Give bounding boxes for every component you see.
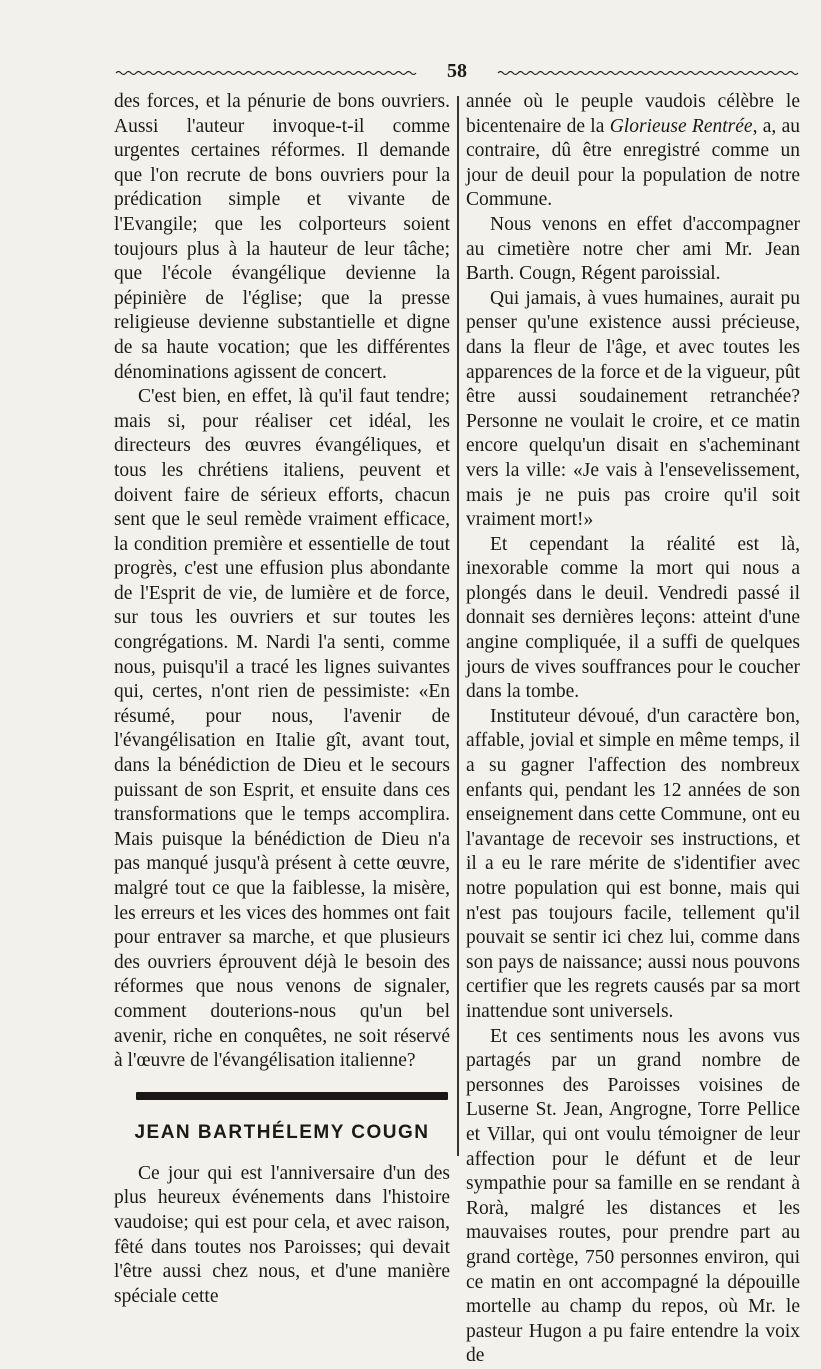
section-paragraph: Ce jour qui est l'anniversaire d'un des plus heureux événements dans l'histoire vaudoise; qui est pour cela, et avec raison, fêté dans toutes nos Paroisses; qui devait l'être aussi chez nous, et d'une manière spéciale cette bbox=[114, 1162, 450, 1307]
glorieuse-rentree-italic: Glorieuse Rentrée bbox=[609, 115, 753, 137]
right-paragraph-3: Qui jamais, à vues humaines, aurait pu penser qu'une existence aussi précieuse, dans la fleur de l'âge, et avec toutes les apparences de la force et de la vigueur, pût être aussi soudainement retranchée? Personne ne voulait le croire, et ce matin encore quelqu'un disait en s'acheminant vers la ville: «Je vais à l'ensevelissement, mais je ne puis pas croire qu'il soit vraiment mort!» bbox=[466, 287, 800, 531]
right-paragraph-5: Instituteur dévoué, d'un caractère bon, affable, jovial et simple en même temps, il a su gagner l'affection des nombreux enfants qui, pendant les 12 années de son enseignement dans cette Commune, ont eu l'avantage de recevoir ses instructions, et il a eu le rare mérite de s'identifier avec notre population qui est bonne, mais qui n'est pas toujours facile, tellement qu'il pouvait se sentir ici chez lui, comme dans son pays de naissance; aussi nous pouvons certifier que les regrets causés par sa mort inattendue sont universels. bbox=[466, 705, 800, 1022]
wavy-rule-right bbox=[498, 70, 798, 76]
right-paragraph-4: Et cependant la réalité est là, inexorable comme la mort qui nous a plongés dans le deuil. Vendredi passé il donnait ses dernières leçons: atteint d'une angine compliquée, il a suffi de quelques jours de vives souffrances pour le coucher dans la tombe. bbox=[466, 533, 800, 703]
right-paragraph-2: Nous venons en effet d'accompagner au cimetière notre cher ami Mr. Jean Barth. Cougn, Régent paroissial. bbox=[466, 213, 800, 285]
page-header bbox=[116, 58, 798, 88]
section-title: JEAN BARTHÉLEMY COUGN bbox=[134, 1121, 430, 1143]
right-paragraph-1-start: année où le peuple vaudois célèbre le bicentenaire de la bbox=[466, 91, 800, 137]
right-paragraph-1-end: , a, au contraire, dû être enregistré comme un jour de deuil pour la population de notre Commune. bbox=[466, 115, 801, 211]
page-number: 58 bbox=[447, 60, 467, 82]
left-paragraph-2: C'est bien, en effet, là qu'il faut tendre; mais si, pour réaliser cet idéal, les directeurs des œuvres évangéliques, et tous les chrétiens italiens, peuvent et doivent faire de sérieux efforts, chacun sent que le seul remède vraiment efficace, la condition première et essentielle de tout progrès, c'est une effusion plus abondante de l'Esprit de vie, de lumière et de force, sur tous les ouvriers et sur toutes les congrégations. M. Nardi l'a senti, comme nous, puisqu'il a tracé les lignes suivantes qui, certes, n'ont rien de pessimiste: «En résumé, pour nous, l'avenir de l'évangélisation en Italie gît, avant tout, dans la bénédiction de Dieu et le secours puissant de son Esprit, et ensuite dans ces transformations que le temps accomplira. Mais puisque la bénédiction de Dieu n'a pas manqué jusqu'à présent à cette œuvre, malgré tout ce que la faiblesse, la misère, les erreurs et les vices des hommes ont fait pour entraver sa marche, et que plusieurs des ouvriers éprouvent déjà le besoin des réformes que nous venons de signaler, comment douterions-nous qu'un bel avenir, riche en conquêtes, ne soit réservé à l'œuvre de l'évangélisation italienne? bbox=[114, 386, 450, 1072]
right-paragraph-6: Et ces sentiments nous les avons vus partagés par un grand nombre de personnes des Paroisses voisines de Luserne St. Jean, Angrogne, Torre Pellice et Villar, qui ont voulu témoigner de leur affection pour le défunt et de leur sympathie pour sa famille en se rendant à Rorà, malgré les distances et les mauvaises routes, pour prendre part au grand cortège, 750 personnes environ, qui ce matin en ont accompagné la dépouille mortelle au champ du repos, où Mr. le pasteur Hugon a pu faire entendre la voix de bbox=[466, 1025, 800, 1367]
section-rule bbox=[136, 1092, 448, 1100]
left-column bbox=[114, 90, 450, 1307]
left-paragraph-1: des forces, et la pénurie de bons ouvriers. Aussi l'auteur invoque-t-il comme urgentes certaines réformes. Il demande que l'on recrute de bons ouvriers pour la prédication simple et vivante de l'Evangile; que les colporteurs soient toujours plus à la hauteur de leur tâche; que l'école évangélique devienne la pépinière de l'église; que la presse religieuse devienne substantielle et digne de sa haute vocation; que les différentes dénominations agissent de concert. bbox=[114, 91, 450, 383]
column-divider bbox=[457, 96, 459, 1156]
right-paragraph-1 bbox=[466, 90, 800, 213]
right-column bbox=[466, 90, 801, 1367]
